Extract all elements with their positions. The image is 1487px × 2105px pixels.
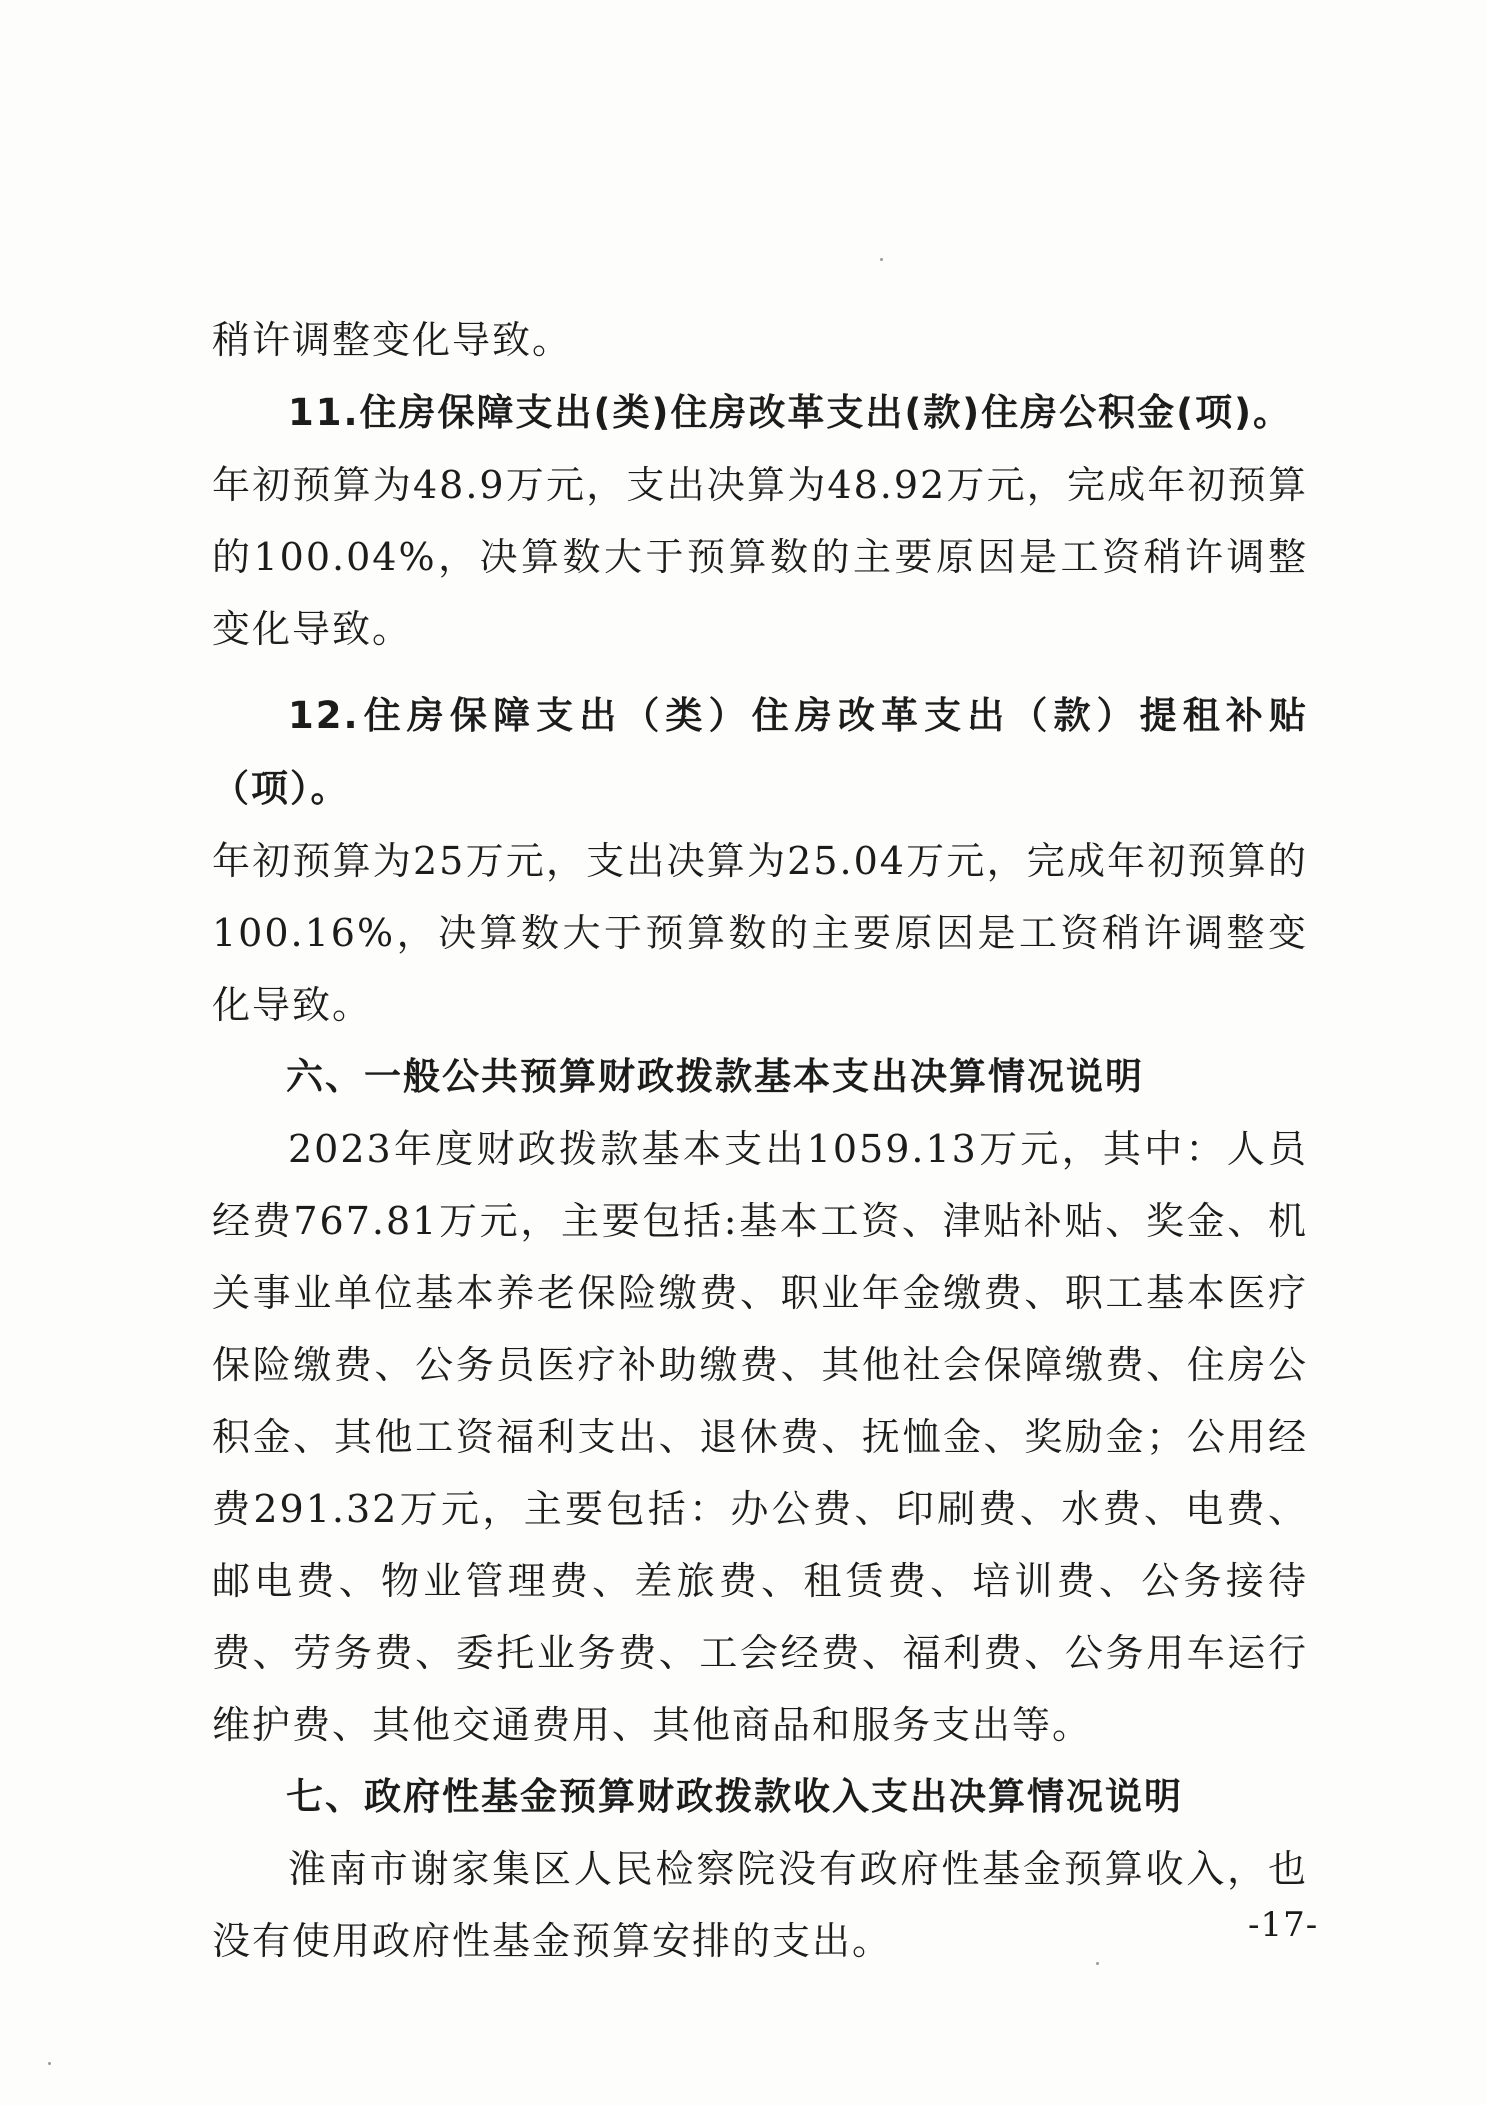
item-11-title <box>212 376 1308 449</box>
section-6-body: 2023年度财政拨款基本支出1059.13万元，其中：人员经费767.81万元，主要包括:基本工资、津贴补贴、奖金、机关事业单位基本养老保险缴费、职业年金缴费、职工基本医疗保险缴费、公务员医疗补助缴费、其他社会保障缴费、住房公积金、其他工资福利支出、退休费、抚恤金、奖励金；公用经费291.32万元，主要包括：办公费、印刷费、水费、电费、邮电费、物业管理费、差旅费、租赁费、培训费、公务接待费、劳务费、委托业务费、工会经费、福利费、公务用车运行维护费、其他交通费用、其他商品和服务支出等。 <box>212 1127 1308 1747</box>
continuation-paragraph: 稍许调整变化导致。 <box>212 318 573 362</box>
section-7-heading: 七、政府性基金预算财政拨款收入支出决算情况说明 <box>286 1775 1183 1818</box>
section-6-heading: 六、一般公共预算财政拨款基本支出决算情况说明 <box>286 1055 1144 1098</box>
item-11-title-text: 11.住房保障支出(类)住房改革支出(款)住房公积金(项)。 <box>288 391 1293 434</box>
item-11-body: 年初预算为48.9万元，支出决算为48.92万元，完成年初预算的100.04%，决算数大于预算数的主要原因是工资稍许调整变化导致。 <box>212 463 1308 651</box>
scan-speck <box>880 258 883 261</box>
item-12-body: 年初预算为25万元，支出决算为25.04万元，完成年初预算的100.16%，决算数大于预算数的主要原因是工资稍许调整变化导致。 <box>212 839 1308 1027</box>
page-number: -17- <box>1248 1905 1319 1945</box>
section-7-body: 淮南市谢家集区人民检察院没有政府性基金预算收入，也没有使用政府性基金预算安排的支出。 <box>212 1847 1308 1963</box>
body-text <box>212 304 1308 1977</box>
scan-speck <box>1096 1962 1099 1965</box>
scan-speck <box>48 2062 51 2065</box>
item-12-title-text: 12.住房保障支出（类）住房改革支出（款）提租补贴（项）。 <box>212 694 1308 810</box>
item-12-title <box>212 679 1308 825</box>
